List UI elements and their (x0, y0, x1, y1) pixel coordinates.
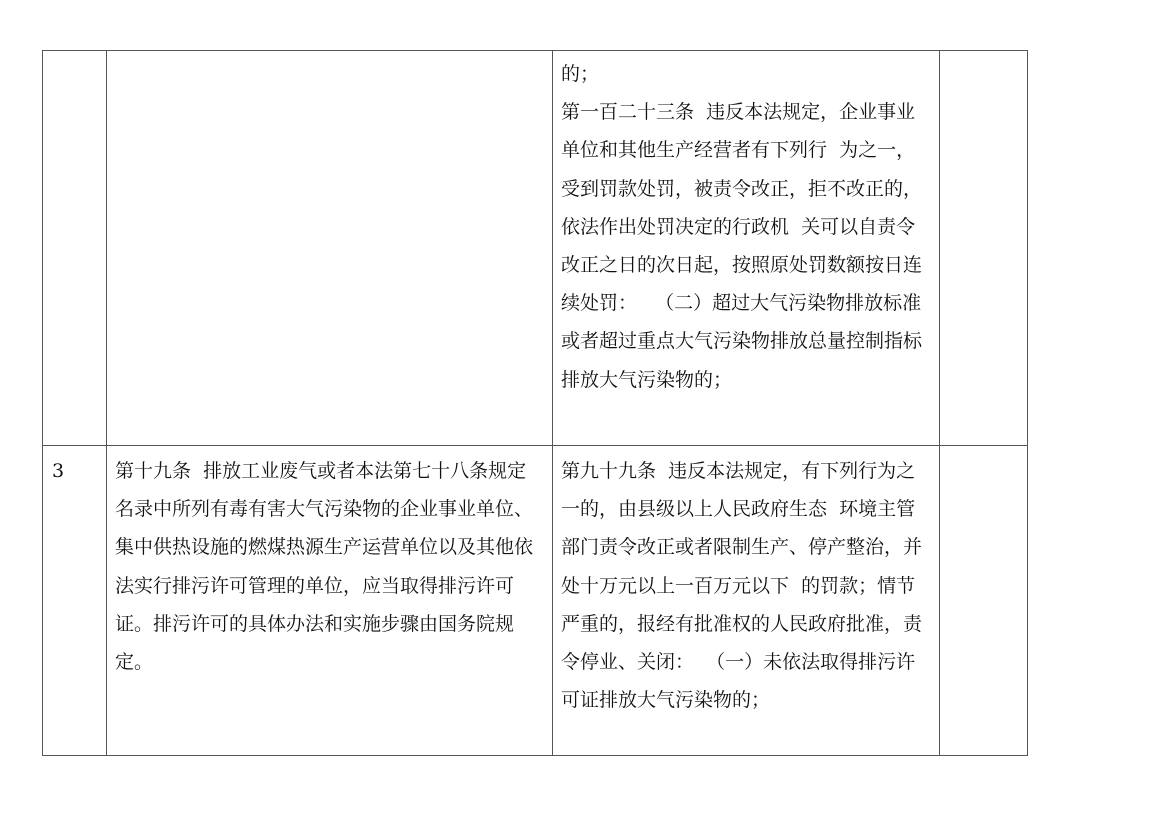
obligation-cell (107, 51, 553, 446)
remark-cell (940, 446, 1028, 756)
obligation-text: 第十九条 排放工业废气或者本法第七十八条规定名录中所列有毒有害大气污染物的企业事业单位、集中供热设施的燃煤热源生产运营单位以及其他依法实行排污许可管理的单位，应当取得排污许可证。排污许可的具体办法和实施步骤由国务院规定。 (115, 460, 534, 674)
table-row (43, 51, 1028, 446)
penalty-text: 第九十九条 违反本法规定，有下列行为之一的，由县级以上人民政府生态 环境主管部门责令改正或者限制生产、停产整治，并处十万元以上一百万元以下 的罚款；情节严重的，报经有批准权的人民政府批准，责令停业、关闭： （一）未依法取得排污许可证排放大气污染物的； (561, 460, 923, 712)
obligation-cell (107, 446, 553, 756)
row-number-cell (43, 446, 107, 756)
row-number: 3 (52, 460, 65, 482)
row-number-cell (43, 51, 107, 446)
remark-cell (940, 51, 1028, 446)
penalty-cell (553, 446, 940, 756)
penalty-text: 的； 第一百二十三条 违反本法规定，企业事业单位和其他生产经营者有下列行 为之一，受到罚款处罚，被责令改正，拒不改正的，依法作出处罚决定的行政机 关可以自责令改正之日的次日起，按照原处罚数额按日连续处罚： （二）超过大气污染物排放标准或者超过重点大气污染物排放总量控制指标 排放大气污染物的； (561, 63, 923, 391)
table-row (43, 446, 1028, 756)
law-comparison-table (42, 50, 1028, 756)
penalty-cell (553, 51, 940, 446)
